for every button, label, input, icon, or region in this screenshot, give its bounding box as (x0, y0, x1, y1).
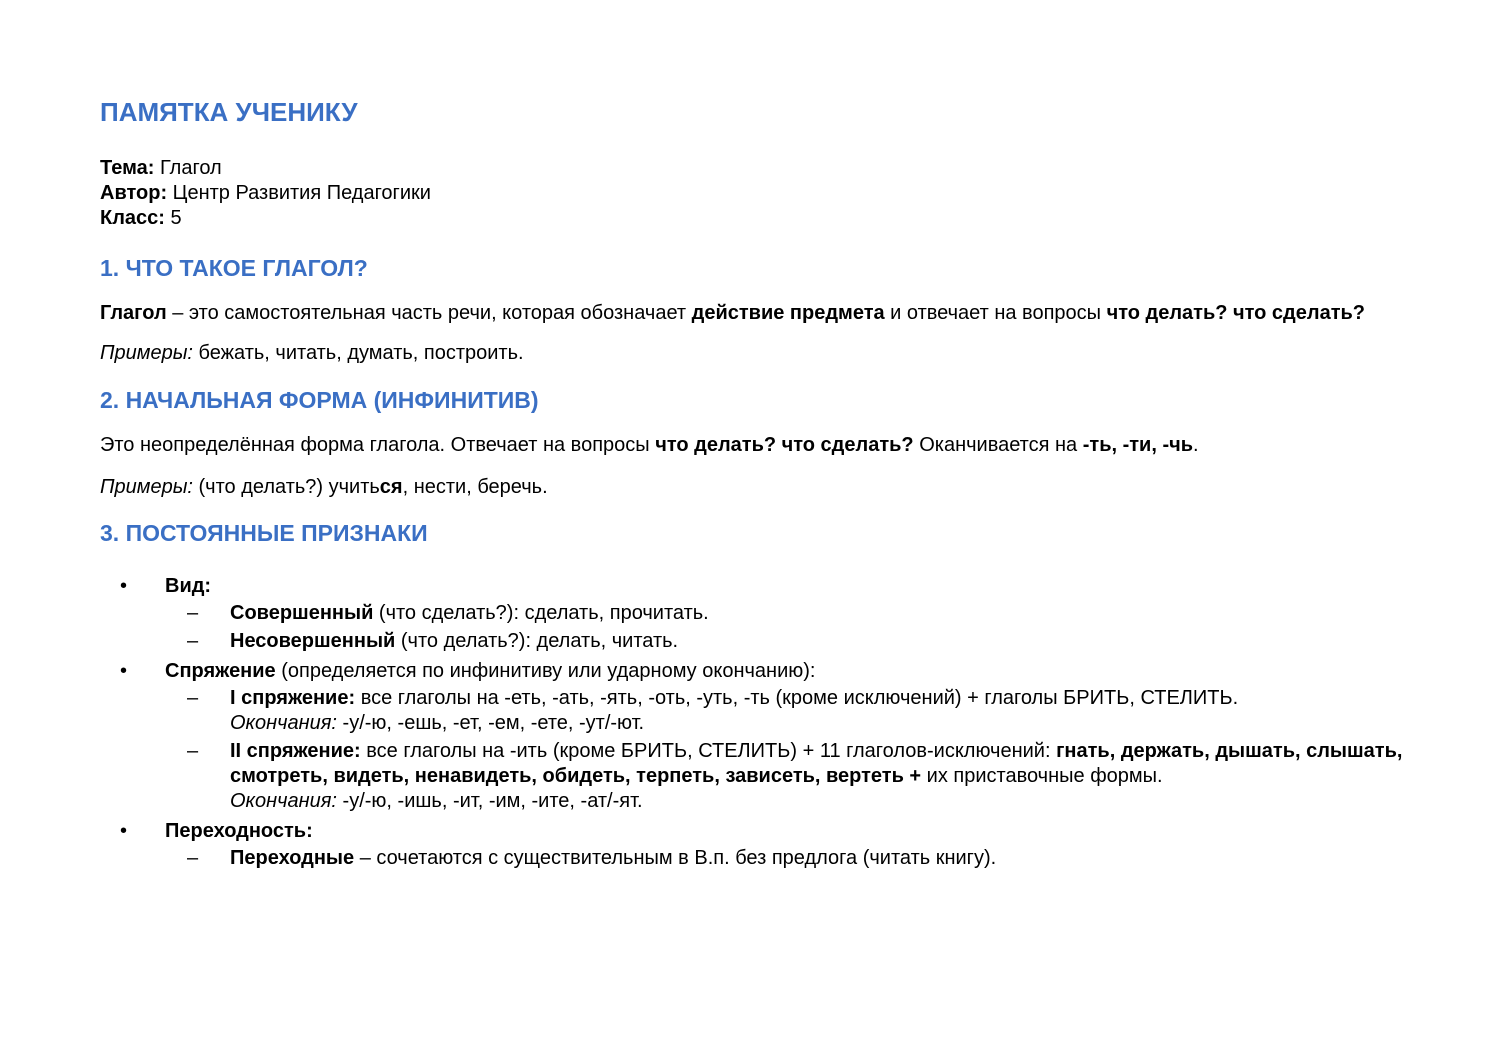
list-item-vid (100, 572, 1411, 654)
conjugation-label-text: (определяется по инфинитиву или ударному окончанию): (275, 660, 816, 682)
definition-text: и отвечает на вопросы (884, 302, 1107, 324)
definition-text: – это самостоятельная часть речи, которая обозначает (166, 302, 692, 324)
meta-author (100, 181, 1411, 206)
examples-label: Примеры: (100, 476, 193, 498)
dash-icon: – (187, 740, 199, 762)
document-title: ПАМЯТКА УЧЕНИКУ (100, 97, 358, 127)
second-conjugation-text: их приставочные формы. (921, 765, 1163, 787)
section2-text (100, 433, 1411, 458)
examples-text: , нести, беречь. (402, 476, 548, 498)
list-item-first-conjugation (165, 686, 1411, 736)
first-conjugation-text: все глаголы на -еть, -ать, -ять, -оть, -уть, -ть (кроме исключений) + глаголы БРИТЬ, СТЕЛИТЬ. (355, 687, 1239, 709)
bullet-icon: • (120, 660, 128, 682)
conjugation-label: Спряжение (165, 660, 276, 682)
infinitive-text: Это неопределённая форма глагола. Отвечает на вопросы (100, 434, 656, 456)
meta-author-label: Автор: (100, 182, 168, 204)
meta-author-value: Центр Развития Педагогики (167, 182, 431, 204)
list-item-transitive (165, 846, 1411, 871)
perfect-text: (что сделать?): сделать, прочитать. (373, 602, 709, 624)
transitivity-label: Переходность: (165, 820, 313, 842)
second-conjugation-term: II спряжение: (230, 740, 361, 762)
meta-class (100, 206, 1411, 231)
meta-class-value: 5 (164, 207, 182, 229)
imperfect-text: (что делать?): делать, читать. (395, 630, 679, 652)
exception-verbs: гнать, держать, дышать, слышать, смотреть, видеть, ненавидеть, обидеть, терпеть, зависеть, вертеть + (230, 740, 1403, 787)
dash-icon: – (187, 602, 199, 624)
list-item-transitivity (100, 817, 1411, 871)
bullet-icon: • (120, 820, 128, 842)
section1-heading: 1. ЧТО ТАКОЕ ГЛАГОЛ? (100, 255, 368, 281)
endings-text: -у/-ю, -ешь, -ет, -ем, -ете, -ут/-ют. (336, 712, 645, 734)
section3-heading: 3. ПОСТОЯННЫЕ ПРИЗНАКИ (100, 520, 428, 546)
first-conjugation-term: I спряжение: (230, 687, 356, 709)
perfect-term: Совершенный (230, 602, 374, 624)
infinitive-bold-questions: что делать? что сделать? (655, 434, 914, 456)
list-item-perfect (165, 601, 1411, 626)
meta-topic-value: Глагол (154, 157, 222, 179)
second-conjugation-text: все глаголы на -ить (кроме БРИТЬ, СТЕЛИТЬ) + 11 глаголов-исключений: (360, 740, 1057, 762)
section1-examples (100, 341, 1411, 366)
bullet-icon: • (120, 575, 128, 597)
transitive-text: – сочетаются с существительным в В.п. без предлога (читать книгу). (354, 847, 997, 869)
vid-label: Вид: (165, 575, 212, 597)
endings-label: Окончания: (230, 712, 337, 734)
examples-text: бежать, читать, думать, построить. (192, 342, 524, 364)
vid-sublist (165, 601, 1411, 654)
examples-label: Примеры: (100, 342, 193, 364)
definition-bold-action: действие предмета (691, 302, 885, 324)
endings-text: -у/-ю, -ишь, -ит, -им, -ите, -ат/-ят. (336, 790, 643, 812)
transitivity-sublist (165, 846, 1411, 871)
section1-definition (100, 301, 1411, 326)
endings-label: Окончания: (230, 790, 337, 812)
list-item-conjugation (100, 657, 1411, 814)
definition-term: Глагол (100, 302, 167, 324)
meta-topic (100, 156, 1411, 181)
infinitive-text: . (1193, 434, 1199, 456)
dash-icon: – (187, 630, 199, 652)
dash-icon: – (187, 847, 199, 869)
section2-heading: 2. НАЧАЛЬНАЯ ФОРМА (ИНФИНИТИВ) (100, 387, 539, 413)
conjugation-sublist (165, 686, 1411, 814)
transitive-term: Переходные (230, 847, 355, 869)
dash-icon: – (187, 687, 199, 709)
list-item-second-conjugation (165, 739, 1411, 814)
meta-class-label: Класс: (100, 207, 165, 229)
infinitive-text: Оканчивается на (913, 434, 1083, 456)
definition-bold-questions: что делать? что сделать? (1106, 302, 1366, 324)
examples-bold-suffix: ся (379, 476, 403, 498)
meta-topic-label: Тема: (100, 157, 155, 179)
document-meta (100, 156, 1411, 231)
imperfect-term: Несовершенный (230, 630, 396, 652)
features-list (100, 572, 1411, 871)
section2-examples (100, 475, 1411, 500)
examples-text: (что делать?) учить (192, 476, 380, 498)
list-item-imperfect (165, 629, 1411, 654)
infinitive-bold-endings: -ть, -ти, -чь (1082, 434, 1194, 456)
